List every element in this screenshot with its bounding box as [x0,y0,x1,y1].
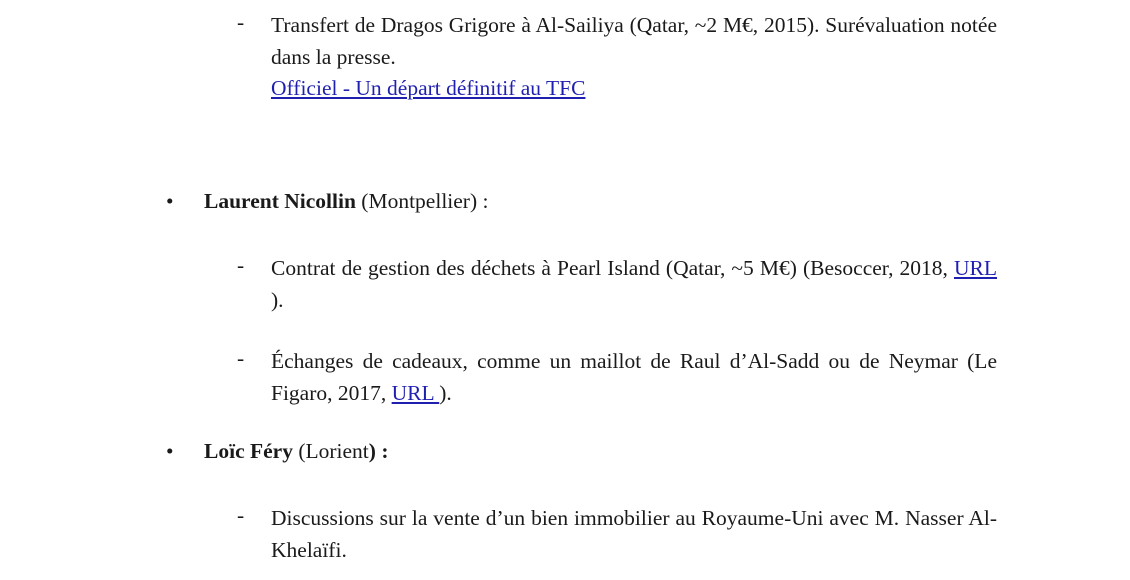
dash-marker: - [237,346,245,370]
contract-text: Contrat de gestion des déchets à Pearl Island (Qatar, ~5 M€) (Besoccer, 2018, [271,256,954,280]
dash-marker: - [237,10,245,34]
person-name: Loïc Féry [204,439,293,463]
transfer-text: Transfert de Dragos Grigore à Al-Sailiya (Qatar, ~2 M€, 2015). Surévaluation notée dans la presse. [271,13,997,69]
bullet-text [204,186,996,218]
person-name: Laurent Nicollin [204,189,356,213]
url-link[interactable]: URL [391,380,440,405]
bullet-marker: • [166,189,174,213]
bullet-text [204,436,996,468]
club-label: (Lorient [292,439,369,463]
list-item-gift-exchanges [237,346,997,409]
gifts-text: Échanges de cadeaux, comme un maillot de Raul d’Al-Sadd ou de Neymar (Le Figaro, 2017, [271,349,997,405]
list-item-waste-contract [237,253,997,316]
bullet-marker: • [166,439,174,463]
url-link[interactable]: URL [954,256,997,280]
closing-punctuation: ). [271,287,284,312]
dash-marker: - [237,253,245,277]
list-item-text [271,346,997,409]
list-item-text [271,503,997,566]
club-label: (Montpellier) : [355,189,489,213]
list-item-grigore-transfer [237,10,997,105]
closing-punctuation: ). [439,380,452,405]
list-item-text [271,10,997,105]
list-item-text [271,253,997,316]
club-label-end: ) : [368,439,389,463]
list-item-real-estate [237,503,997,566]
officiel-link[interactable]: Officiel - Un départ définitif au TFC [271,76,586,100]
dash-marker: - [237,503,245,527]
bullet-item-nicollin [166,186,996,218]
real-estate-text: Discussions sur la vente d’un bien immobilier au Royaume-Uni avec M. Nasser Al-Khelaïfi. [271,506,997,562]
bullet-item-fery [166,436,996,468]
